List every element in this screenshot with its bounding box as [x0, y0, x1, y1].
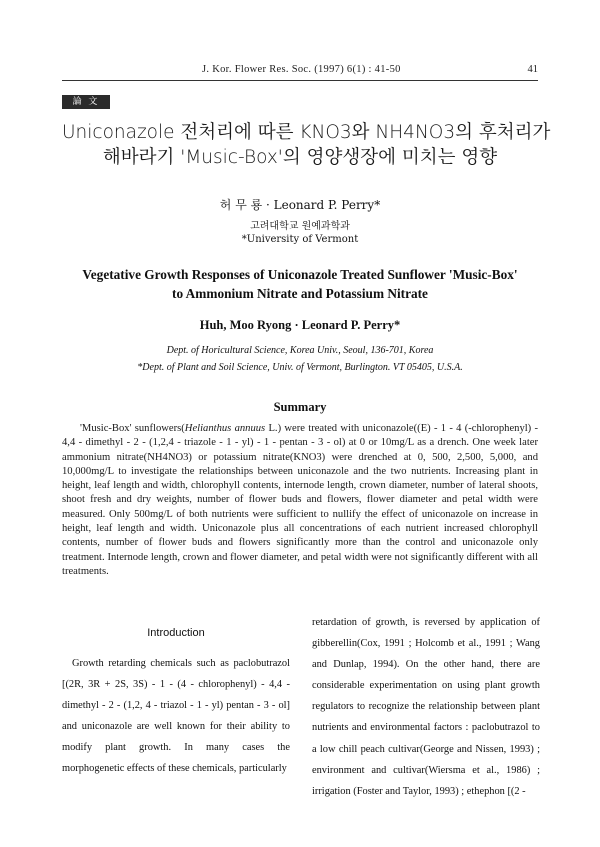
english-authors: Huh, Moo Ryong · Leonard P. Perry* — [199, 318, 401, 332]
english-title-line-1: Vegetative Growth Responses of Uniconazole Treated Sunflower 'Music-Box' — [82, 267, 518, 282]
summary-heading: Summary — [273, 400, 327, 414]
korean-title — [62, 120, 551, 170]
english-affiliation-2: *Dept. of Plant and Soil Science, Univ. of Vermont, Burlington. VT 05405, U.S.A. — [137, 362, 463, 373]
header-rule — [62, 80, 538, 81]
introduction-heading: Introduction — [147, 627, 205, 639]
left-column — [62, 606, 290, 780]
species-name: Helianthus annuus — [184, 423, 266, 434]
korean-authors: 허 무 룡 · Leonard P. Perry* — [219, 198, 381, 212]
korean-affiliation-1: 고려대학교 원예과학과 — [250, 221, 350, 232]
journal-citation: J. Kor. Flower Res. Soc. (1997) 6(1) : 41-50 — [202, 64, 401, 75]
introduction-paragraph-right: retardation of growth, is reversed by application of gibberellin(Cox, 1991 ; Holcomb et al., 1991 ; Wang and Dunlap, 1994). On the other hand, there are considerable experimentation on using plant growth regulators to recognize the relationship between plant nutrients and environmental factors : paclobutrazol to a low chill peach cultivar(George and Nissen, 1993) ; environment and cultivar(Wiersma et al., 1986) ; irrigation (Foster and Taylor, 1993) ; ethephon [(2 - — [312, 617, 540, 797]
korean-affiliation-2: *University of Vermont — [241, 234, 359, 245]
summary-abstract — [62, 422, 538, 579]
english-affiliation-1: Dept. of Horicultural Science, Korea Univ., Seoul, 136-701, Korea — [166, 345, 434, 356]
page-number: 41 — [527, 64, 538, 75]
summary-text-rest: L.) were treated with uniconazole((E) - 1 - 4 (-chlorophenyl) - 4,4 - dimethyl - 2 - (1,2,4 - triazole - 1 - yl) - 1 - pentan - 3 - ol) at 0 or 10mg/L as a drench. One week later ammonium nitrate(NH4NO3) or potassium nitrate(KNO3) were drenched at 0, 500, 2,500, 5,000, and 10,000mg/L to investigate the relationships between uniconazole and the two nutrients. Increasing plant in height, leaf length and width, chlorophyll contents, internode length, crown diameter, number of lateral shoots, shoot fresh and dry weights, number of flower buds and flowers, flower diameter and petal width were measured. Only 500mg/L of both nutrients were sufficient to nullify the effect of uniconazole on increase in height, leaf length and width. Uniconazole plus all concentrations of each nutrient increased chlorophyll contents, number of flower buds and flowers significantly more than the control and uniconazole only treatment. Internode length, crown and flower diameter, and petal width were not significantly different with all treatments. — [62, 423, 539, 577]
right-column — [312, 612, 540, 802]
english-title — [62, 265, 538, 303]
introduction-paragraph-left: Growth retarding chemicals such as paclobutrazol [(2R, 3R + 2S, 3S) - 1 - (4 - chlorophenyl) - 4,4 - dimethyl - 2 - (1,2, 4 - triazol - 1 - yl) pentan - 3 - ol] and uniconazole are well known for their ability to modify plant growth. In many cases the morphogenetic effects of these chemicals, particularly — [62, 658, 290, 775]
korean-title-line-1: Uniconazole 전처리에 따른 KNO3와 NH4NO3의 후처리가 — [62, 122, 551, 143]
english-title-line-2: to Ammonium Nitrate and Potassium Nitrate — [172, 286, 428, 301]
article-type-badge: 論 文 — [62, 95, 110, 109]
summary-text-start: 'Music-Box' sunflowers( — [80, 423, 185, 434]
korean-title-line-2: 해바라기 'Music-Box'의 영양생장에 미치는 영향 — [102, 147, 498, 168]
